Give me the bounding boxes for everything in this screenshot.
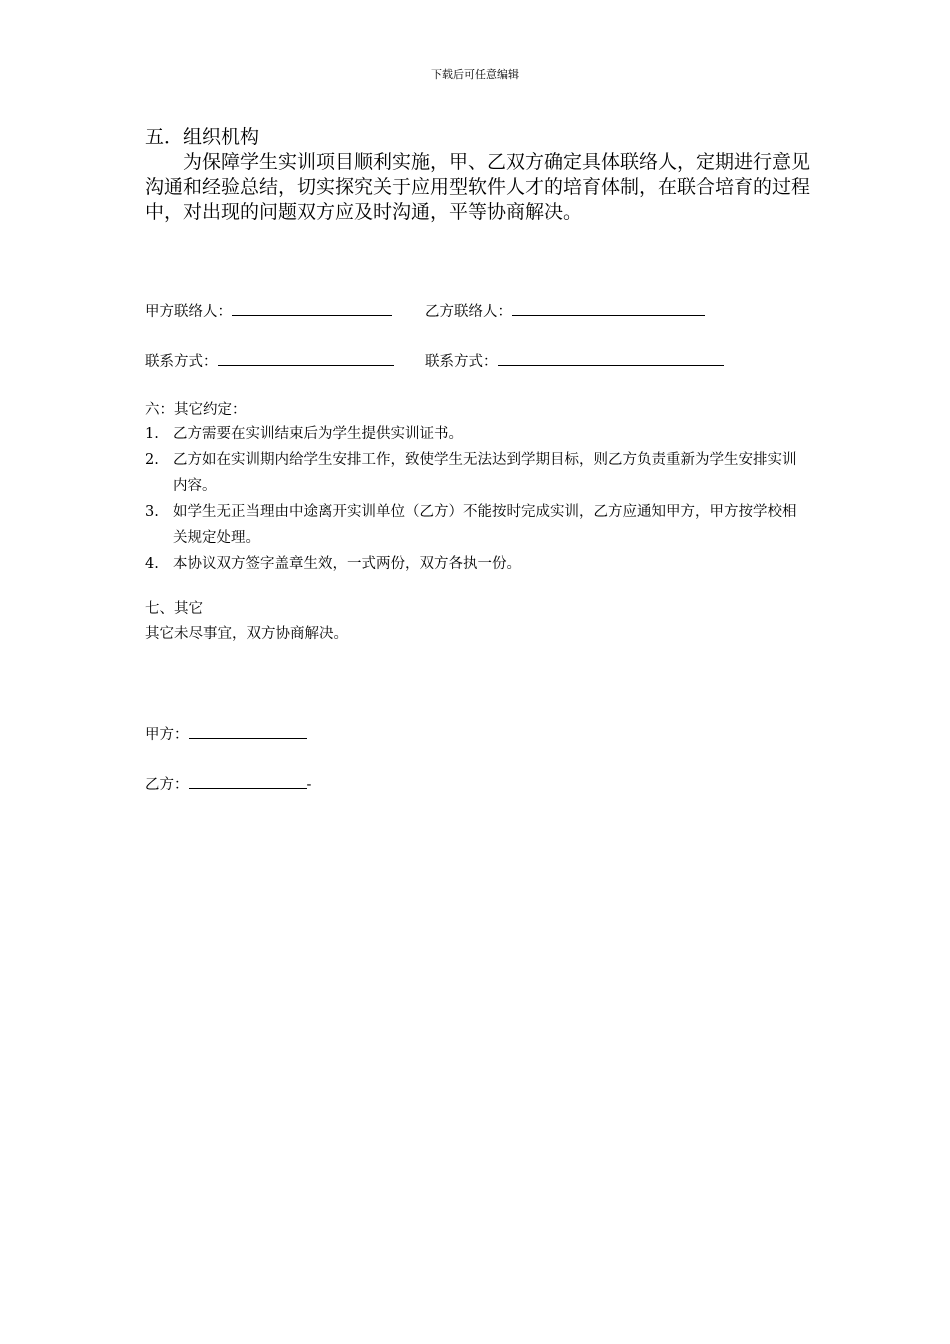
party-a-contact-blank	[232, 301, 392, 316]
list-item	[145, 447, 810, 499]
list-item	[145, 421, 810, 447]
section-7-body: 其它未尽事宜，双方协商解决。	[145, 626, 348, 642]
list-item-text: 本协议双方签字盖章生效，一式两份，双方各执一份。	[173, 556, 521, 572]
party-a-signature-row	[145, 724, 307, 745]
party-b-method-group	[425, 351, 724, 372]
contact-method-row	[145, 351, 498, 372]
list-item	[145, 499, 810, 551]
section-5-body: 为保障学生实训项目顺利实施，甲、乙双方确定具体联络人，定期进行意见沟通和经验总结，切实探究关于应用型软件人才的培育体制，在联合培育的过程中，对出现的问题双方应及时沟通，平等协商解决。	[145, 151, 811, 223]
list-item-number: 4.	[145, 556, 159, 572]
page-header-note: 下载后可任意编辑	[431, 68, 519, 81]
party-b-contact-blank	[512, 301, 705, 316]
list-item-text: 如学生无正当理由中途离开实训单位（乙方）不能按时完成实训，乙方应通知甲方，甲方按学校相关规定处理。	[173, 504, 797, 546]
section-5-title: 五．组织机构	[145, 126, 260, 148]
list-item-number: 2.	[145, 452, 159, 468]
party-b-signature-row	[145, 774, 311, 795]
party-b-method-blank	[498, 351, 724, 366]
list-item-text: 乙方需要在实训结束后为学生提供实训证书。	[173, 426, 463, 442]
section-6-list	[145, 421, 810, 577]
party-b-contact-group	[425, 301, 705, 322]
section-7-title: 七、其它	[145, 601, 203, 617]
party-a-contact-label: 甲方联络人：	[145, 304, 232, 320]
party-a-method-blank	[218, 351, 394, 366]
party-b-signature-suffix: -	[306, 777, 312, 793]
list-item-number: 1.	[145, 426, 159, 442]
party-a-method-label: 联系方式：	[145, 354, 218, 370]
party-b-contact-label: 乙方联络人：	[425, 304, 512, 320]
list-item	[145, 551, 810, 577]
party-a-signature-label: 甲方：	[145, 727, 189, 743]
section-6-title: 六：其它约定：	[145, 402, 247, 418]
party-a-signature-blank	[189, 724, 307, 739]
list-item-number: 3.	[145, 504, 159, 520]
contact-person-row	[145, 301, 512, 322]
party-b-signature-blank	[189, 774, 307, 789]
list-item-text: 乙方如在实训期内给学生安排工作，致使学生无法达到学期目标，则乙方负责重新为学生安排实训内容。	[173, 452, 797, 494]
party-b-signature-label: 乙方：	[145, 777, 189, 793]
party-b-method-label: 联系方式：	[425, 354, 498, 370]
